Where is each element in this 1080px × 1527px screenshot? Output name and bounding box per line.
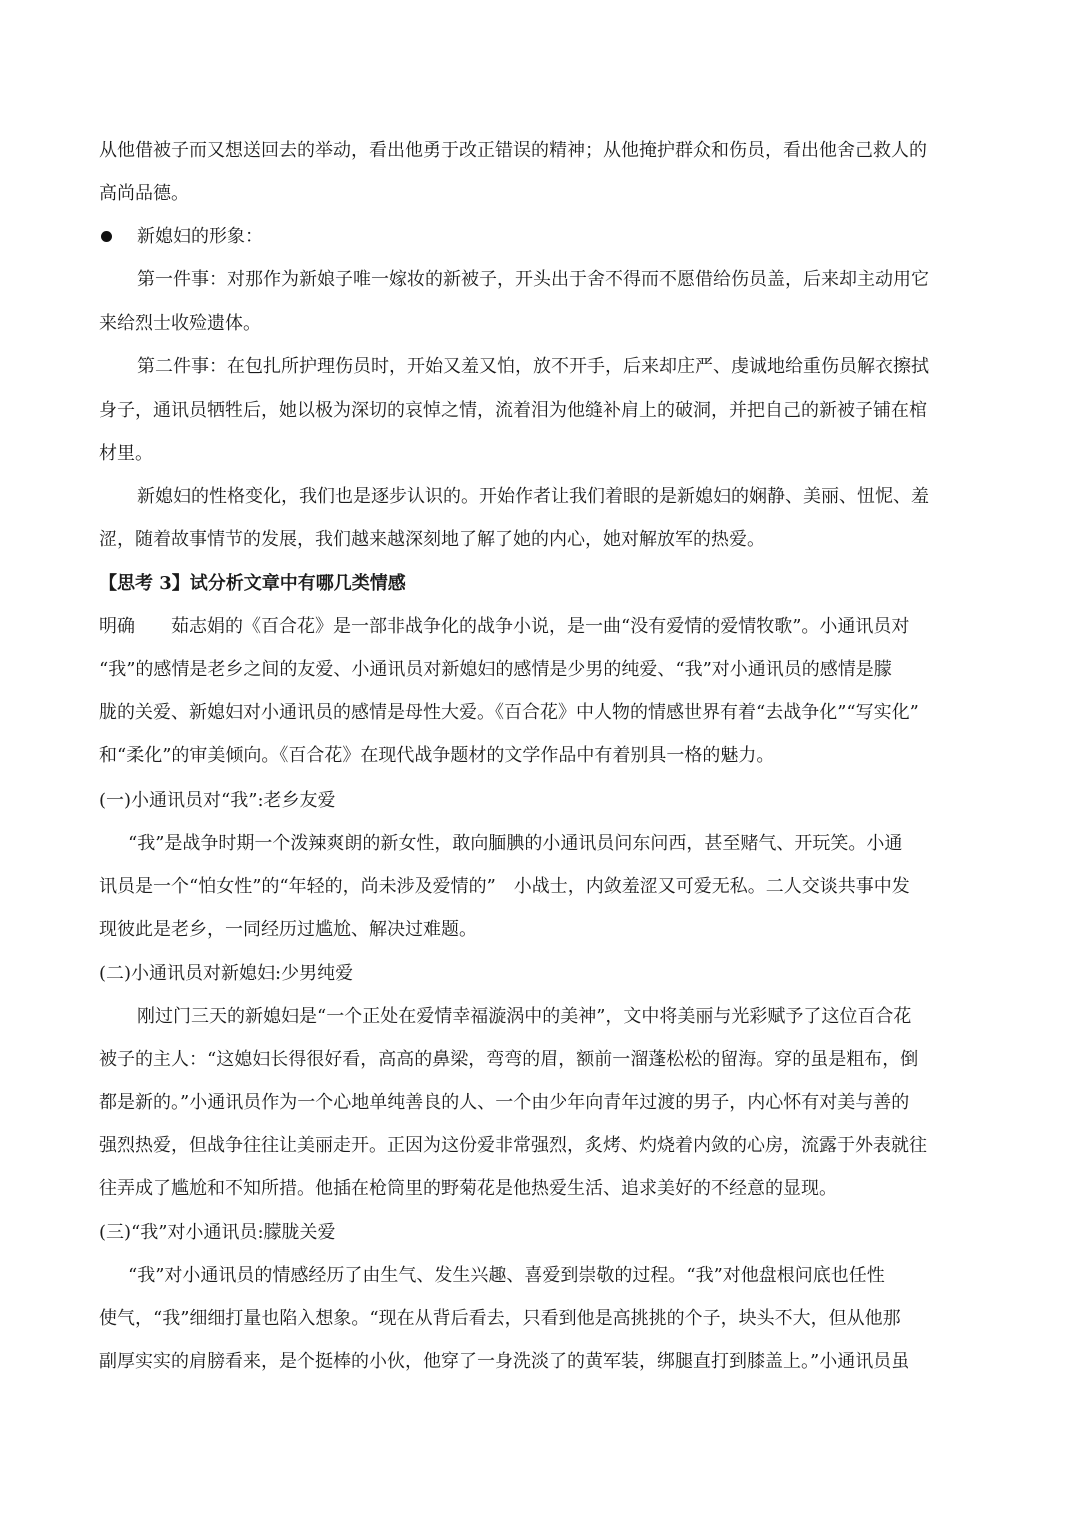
text-line: “我”是战争时期一个泼辣爽朗的新女性，敢向腼腆的小通讯员问东问西，甚至赌气、开玩笑。小通 (128, 833, 903, 854)
text-line: 和“柔化”的审美倾向。《百合花》在现代战争题材的文学作品中有着别具一格的魅力。 (99, 745, 775, 766)
text-line: 被子的主人：“这媳妇长得很好看，高高的鼻梁，弯弯的眉，额前一溜蓬松松的留海。穿的虽是粗布，倒 (99, 1049, 919, 1070)
text-line: 涩，随着故事情节的发展，我们越来越深刻地了解了她的内心，她对解放军的热爱。 (99, 529, 765, 550)
subsection-heading: (一)小通讯员对“我”:老乡友爱 (99, 790, 336, 811)
text-line: 副厚实实的肩膀看来，是个挺棒的小伙，他穿了一身洗淡了的黄军装，绑腿直打到膝盖上。”小通讯员虽 (99, 1351, 910, 1372)
bullet-icon (101, 231, 112, 242)
text-line: 现彼此是老乡，一同经历过尴尬、解决过难题。 (99, 919, 477, 940)
text-line: “我”对小通讯员的情感经历了由生气、发生兴趣、喜爱到崇敬的过程。“我”对他盘根问底也任性 (128, 1265, 885, 1286)
text-line: 身子，通讯员牺牲后，她以极为深切的哀悼之情，流着泪为他缝补肩上的破洞，并把自己的新被子铺在棺 (99, 400, 927, 421)
text-line: 新媳妇的性格变化，我们也是逐步认识的。开始作者让我们着眼的是新媳妇的娴静、美丽、忸怩、羞 (137, 486, 929, 507)
text-line: “我”的感情是老乡之间的友爱、小通讯员对新媳妇的感情是少男的纯爱、“我”对小通讯员的感情是朦 (99, 659, 892, 680)
text-line: 胧的关爱、新媳妇对小通讯员的感情是母性大爱。《百合花》中人物的情感世界有着“去战争化”“写实化” (99, 702, 919, 723)
text-line: 第一件事：对那作为新娘子唯一嫁妆的新被子，开头出于舍不得而不愿借给伤员盖，后来却主动用它 (137, 269, 929, 290)
text-line: 明确 茹志娟的《百合花》是一部非战争化的战争小说，是一曲“没有爱情的爱情牧歌”。小通讯员对 (99, 616, 910, 637)
text-line: 第二件事：在包扎所护理伤员时，开始又羞又怕，放不开手，后来却庄严、虔诚地给重伤员解衣擦拭 (137, 356, 929, 377)
text-line: 来给烈士收殓遗体。 (99, 313, 261, 334)
text-line: 从他借被子而又想送回去的举动，看出他勇于改正错误的精神；从他掩护群众和伤员，看出他舍己救人的 (99, 140, 927, 161)
text-line: 都是新的。”小通讯员作为一个心地单纯善良的人、一个由少年向青年过渡的男子，内心怀有对美与善的 (99, 1092, 910, 1113)
subsection-heading: (二)小通讯员对新媳妇:少男纯爱 (99, 963, 354, 984)
section-heading: 【思考 3】试分析文章中有哪几类情感 (99, 573, 406, 594)
text-line: 强烈热爱，但战争往往让美丽走开。正因为这份爱非常强烈，炙烤、灼烧着内敛的心房，流露于外表就往 (99, 1135, 927, 1156)
text-line: 讯员是一个“怕女性”的“年轻的，尚未涉及爱情的” 小战士，内敛羞涩又可爱无私。二人交谈共事中发 (99, 876, 910, 897)
text-line: 刚过门三天的新媳妇是“一个正处在爱情幸福漩涡中的美神”，文中将美丽与光彩赋予了这位百合花 (137, 1006, 912, 1027)
text-line: 使气，“我”细细打量也陷入想象。“现在从背后看去，只看到他是高挑挑的个子，块头不大，但从他那 (99, 1308, 901, 1329)
text-line: 新媳妇的形象： (137, 226, 263, 247)
text-line: 往弄成了尴尬和不知所措。他插在枪筒里的野菊花是他热爱生活、追求美好的不经意的显现。 (99, 1178, 837, 1199)
subsection-heading: (三)“我”对小通讯员:朦胧关爱 (99, 1222, 336, 1243)
text-line: 材里。 (99, 443, 153, 464)
text-line: 高尚品德。 (99, 183, 189, 204)
